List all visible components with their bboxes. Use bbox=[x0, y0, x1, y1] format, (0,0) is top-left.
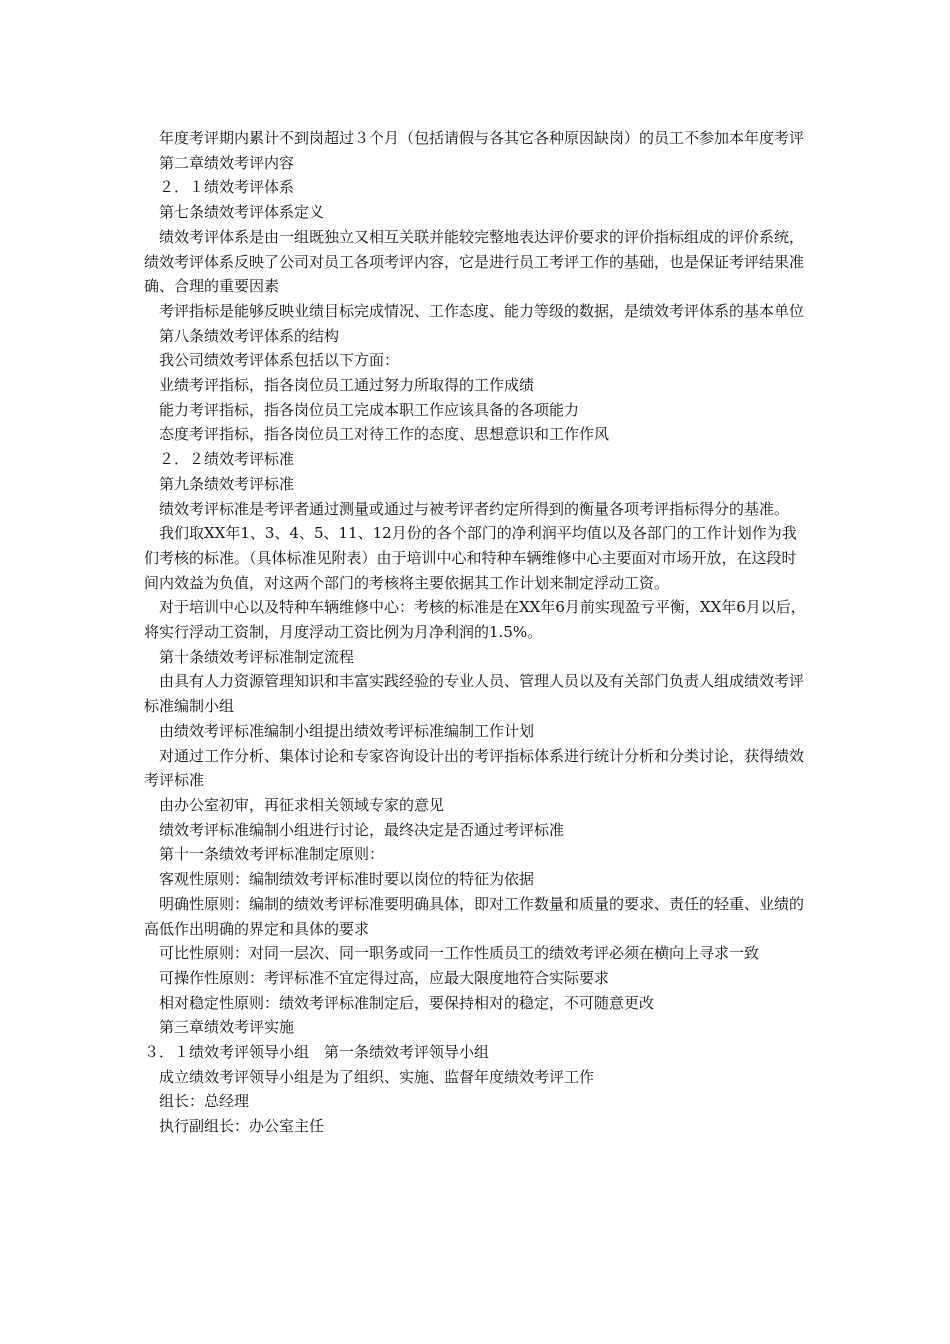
document-body bbox=[144, 126, 810, 1139]
section-3-1-heading: ３．１绩效考评领导小组 第一条绩效考评领导小组 bbox=[144, 1043, 490, 1062]
paragraph-attitude-indicator: 态度考评指标，指各岗位员工对待工作的态度、思想意识和工作作风 bbox=[159, 425, 610, 444]
paragraph-performance-indicator: 业绩考评指标，指各岗位员工通过努力所取得的工作成绩 bbox=[159, 376, 535, 395]
paragraph-group-leader: 组长：总经理 bbox=[159, 1092, 250, 1111]
paragraph-principle-clarity: 明确性原则：编制的绩效考评标准要明确具体，即对工作数量和质量的要求、责任的轻重、业绩的高低作出明确的界定和具体的要求 bbox=[144, 894, 805, 938]
article-11-heading: 第十一条绩效考评标准制定原则： bbox=[159, 845, 385, 864]
paragraph-principle-stability: 相对稳定性原则：绩效考评标准制定后，要保持相对的稳定，不可随意更改 bbox=[159, 993, 655, 1012]
chapter-2-heading: 第二章绩效考评内容 bbox=[159, 153, 295, 172]
paragraph-system-definition: 绩效考评体系是由一组既独立又相互关联并能较完整地表达评价要求的评价指标组成的评价系统，绩效考评体系反映了公司对员工各项考评内容，它是进行员工考评工作的基础，也是保证考评结果准确、合理的重要因素 bbox=[144, 227, 805, 296]
paragraph-procedure-step-4: 由办公室初审，再征求相关领域专家的意见 bbox=[159, 795, 445, 814]
section-2-1-heading: ２．１绩效考评体系 bbox=[159, 178, 295, 197]
article-10-heading: 第十条绩效考评标准制定流程 bbox=[159, 647, 355, 666]
paragraph-procedure-step-5: 绩效考评标准编制小组进行讨论，最终决定是否通过考评标准 bbox=[159, 820, 565, 839]
paragraph-procedure-step-2: 由绩效考评标准编制小组提出绩效考评标准编制工作计划 bbox=[159, 721, 535, 740]
chapter-3-heading: 第三章绩效考评实施 bbox=[159, 1018, 295, 1037]
article-8-heading: 第八条绩效考评体系的结构 bbox=[159, 326, 340, 345]
paragraph-procedure-step-1: 由具有人力资源管理知识和丰富实践经验的专业人员、管理人员以及有关部门负责人组成绩效考评标准编制小组 bbox=[144, 672, 805, 716]
article-9-heading: 第九条绩效考评标准 bbox=[159, 474, 295, 493]
paragraph-ability-indicator: 能力考评指标，指各岗位员工完成本职工作应该具备的各项能力 bbox=[159, 400, 580, 419]
paragraph-executive-deputy: 执行副组长：办公室主任 bbox=[159, 1117, 325, 1136]
paragraph-principle-comparability: 可比性原则：对同一层次、同一职务或同一工作性质员工的绩效考评必须在横向上寻求一致 bbox=[159, 944, 760, 963]
paragraph-principle-objectivity: 客观性原则：编制绩效考评标准时要以岗位的特征为依据 bbox=[159, 870, 535, 889]
article-7-heading: 第七条绩效考评体系定义 bbox=[159, 203, 325, 222]
paragraph-standard-definition: 绩效考评标准是考评者通过测量或通过与被考评者约定所得到的衡量各项考评指标得分的基准。 bbox=[159, 499, 790, 518]
paragraph-structure-intro: 我公司绩效考评体系包括以下方面： bbox=[159, 351, 400, 370]
paragraph-special-departments: 对于培训中心以及特种车辆维修中心：考核的标准是在XX年6月前实现盈亏平衡，XX年6月以后，将实行浮动工资制，月度浮动工资比例为月净利润的1.5%。 bbox=[144, 598, 806, 642]
paragraph-leadership-group: 成立绩效考评领导小组是为了组织、实施、监督年度绩效考评工作 bbox=[159, 1067, 595, 1086]
paragraph-standard-basis: 我们取XX年1、3、4、5、11、12月份的各个部门的净利润平均值以及各部门的工作计划作为我们考核的标准。（具体标准见附表）由于培训中心和特种车辆维修中心主要面对市场开放，在这段时间内效益为负值，对这两个部门的考核将主要依据其工作计划来制定浮动工资。 bbox=[144, 524, 797, 592]
paragraph-procedure-step-3: 对通过工作分析、集体讨论和专家咨询设计出的考评指标体系进行统计分析和分类讨论，获得绩效考评标准 bbox=[144, 746, 805, 790]
paragraph-annual-eligibility: 年度考评期内累计不到岗超过３个月（包括请假与各其它各种原因缺岗）的员工不参加本年度考评 bbox=[159, 129, 805, 147]
paragraph-principle-operability: 可操作性原则：考评标准不宜定得过高，应最大限度地符合实际要求 bbox=[159, 968, 610, 987]
paragraph-indicator-definition: 考评指标是能够反映业绩目标完成情况、工作态度、能力等级的数据，是绩效考评体系的基本单位 bbox=[159, 301, 805, 320]
section-2-2-heading: ２．２绩效考评标准 bbox=[159, 450, 295, 469]
